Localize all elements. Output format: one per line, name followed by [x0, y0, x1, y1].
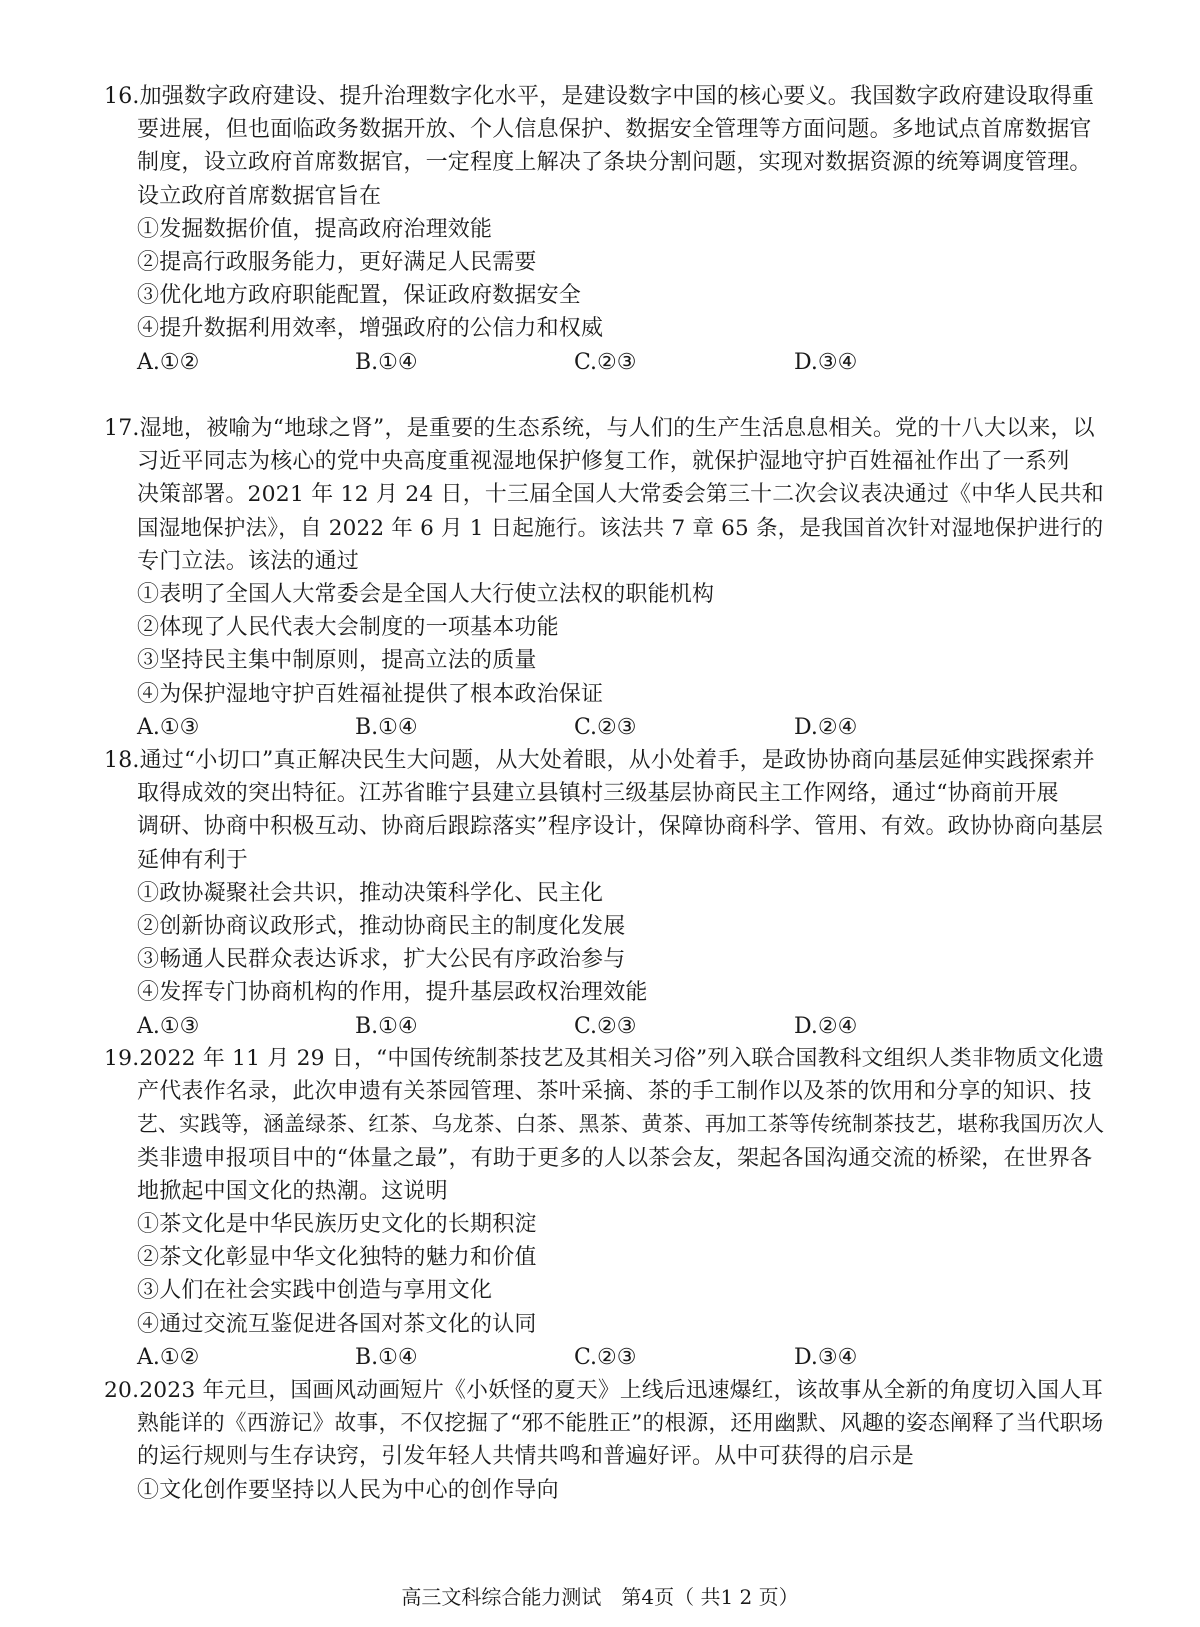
statement-1: ①文化创作要坚持以人民为中心的创作导向 — [137, 1477, 559, 1503]
question-stem-line: 设立政府首席数据官旨在 — [137, 183, 382, 209]
statement-1: ①表明了全国人大常委会是全国人大行使立法权的职能机构 — [137, 581, 715, 607]
statement-2: ②体现了人民代表大会制度的一项基本功能 — [137, 615, 559, 641]
option-a: A.①② — [137, 349, 200, 375]
option-b: B.①④ — [355, 349, 418, 375]
option-b: B.①④ — [355, 1344, 418, 1370]
question-18 — [104, 744, 1104, 1043]
statement-4: ④为保护湿地守护百姓福祉提供了根本政治保证 — [137, 681, 604, 707]
option-b: B.①④ — [355, 1013, 418, 1039]
statement-3: ③优化地方政府职能配置，保证政府数据安全 — [137, 283, 582, 309]
question-stem-line: 国湿地保护法》，自 2022 年 6 月 1 日起施行。该法共 7 章 65 条，是我国首次针对湿地保护进行的 — [137, 515, 1104, 541]
question-16 — [104, 80, 1104, 379]
question-stem-line: 熟能详的《西游记》故事，不仅挖掘了“邪不能胜正”的根源，还用幽默、风趣的姿态阐释了当代职场 — [137, 1411, 1104, 1437]
option-c: C.②③ — [574, 1344, 637, 1370]
answer-options — [104, 1010, 1104, 1043]
question-stem-line: 的运行规则与生存诀窍，引发年轻人共情共鸣和普遍好评。从中可获得的启示是 — [137, 1444, 915, 1470]
question-stem-line: 艺、实践等，涵盖绿茶、红茶、乌龙茶、白茶、黑茶、黄茶、再加工茶等传统制茶技艺，堪称我国历次人 — [137, 1112, 1105, 1137]
question-17 — [104, 412, 1104, 744]
question-stem-line: 要进展，但也面临政务数据开放、个人信息保护、数据安全管理等方面问题。多地试点首席数据官 — [137, 117, 1092, 143]
option-d: D.②④ — [794, 714, 858, 740]
option-c: C.②③ — [574, 1013, 637, 1039]
question-19 — [104, 1042, 1104, 1374]
question-stem-line: 习近平同志为核心的党中央高度重视湿地保护修复工作，就保护湿地守护百姓福祉作出了一系列 — [137, 449, 1070, 475]
question-stem-line: 调研、协商中积极互动、协商后跟踪落实”程序设计，保障协商科学、管用、有效。政协协商向基层 — [137, 814, 1104, 840]
question-stem-line: 决策部署。2021 年 12 月 24 日，十三届全国人大常委会第三十二次会议表决通过《中华人民共和 — [137, 482, 1104, 508]
option-a: A.①③ — [137, 1013, 200, 1039]
page-footer: 高三文科综合能力测试 第4页（ 共1 2 页） — [401, 1585, 799, 1609]
option-a: A.①② — [137, 1344, 200, 1370]
answer-options — [104, 711, 1104, 744]
question-20 — [104, 1374, 1104, 1507]
question-stem-line: 专门立法。该法的通过 — [137, 548, 360, 574]
statement-3: ③人们在社会实践中创造与享用文化 — [137, 1278, 493, 1304]
option-a: A.①③ — [137, 714, 200, 740]
question-stem-line: 取得成效的突出特征。江苏省睢宁县建立县镇村三级基层协商民主工作网络，通过“协商前开展 — [137, 781, 1059, 807]
statement-4: ④发挥专门协商机构的作用，提升基层政权治理效能 — [137, 980, 648, 1006]
statement-4: ④提升数据利用效率，增强政府的公信力和权威 — [137, 316, 604, 342]
question-stem-line: 类非遗申报项目中的“体量之最”，有助于更多的人以茶会友，架起各国沟通交流的桥梁，在世界各 — [137, 1145, 1093, 1171]
question-stem-line: 17.湿地，被喻为“地球之肾”，是重要的生态系统，与人们的生产生活息息相关。党的十八大以来，以 — [104, 416, 1095, 441]
option-d: D.②④ — [794, 1013, 858, 1039]
option-c: C.②③ — [574, 349, 637, 375]
answer-options — [104, 346, 1104, 379]
question-stem-line: 16.加强数字政府建设、提升治理数字化水平，是建设数字中国的核心要义。我国数字政府建设取得重 — [104, 84, 1095, 109]
statement-4: ④通过交流互鉴促进各国对茶文化的认同 — [137, 1311, 537, 1337]
statement-2: ②提高行政服务能力，更好满足人民需要 — [137, 249, 537, 275]
question-stem-line: 制度，设立政府首席数据官，一定程度上解决了条块分割问题，实现对数据资源的统筹调度管理。 — [137, 150, 1092, 176]
statement-1: ①政协凝聚社会共识，推动决策科学化、民主化 — [137, 880, 604, 906]
option-b: B.①④ — [355, 714, 418, 740]
answer-options — [104, 1341, 1104, 1374]
question-stem-line: 20.2023 年元旦，国画风动画短片《小妖怪的夏天》上线后迅速爆红，该故事从全新的角度切入国人耳 — [104, 1378, 1104, 1403]
option-c: C.②③ — [574, 714, 637, 740]
statement-1: ①茶文化是中华民族历史文化的长期积淀 — [137, 1211, 537, 1237]
question-stem-line: 18.通过“小切口”真正解决民生大问题，从大处着眼，从小处着手，是政协协商向基层延伸实践探索并 — [104, 748, 1095, 773]
statement-1: ①发掘数据价值，提高政府治理效能 — [137, 216, 493, 242]
question-stem-line: 产代表作名录，此次申遗有关茶园管理、茶叶采摘、茶的手工制作以及茶的饮用和分享的知识、技 — [137, 1079, 1092, 1105]
statement-2: ②茶文化彰显中华文化独特的魅力和价值 — [137, 1245, 537, 1271]
statement-3: ③畅通人民群众表达诉求，扩大公民有序政治参与 — [137, 947, 626, 973]
question-stem-line: 19.2022 年 11 月 29 日，“中国传统制茶技艺及其相关习俗”列入联合国教科文组织人类非物质文化遗 — [104, 1046, 1105, 1071]
question-stem-line: 地掀起中国文化的热潮。这说明 — [137, 1178, 448, 1204]
option-d: D.③④ — [794, 1344, 858, 1370]
statement-2: ②创新协商议政形式，推动协商民主的制度化发展 — [137, 913, 626, 939]
statement-3: ③坚持民主集中制原则，提高立法的质量 — [137, 648, 537, 674]
question-stem-line: 延伸有利于 — [137, 847, 249, 873]
option-d: D.③④ — [794, 349, 858, 375]
